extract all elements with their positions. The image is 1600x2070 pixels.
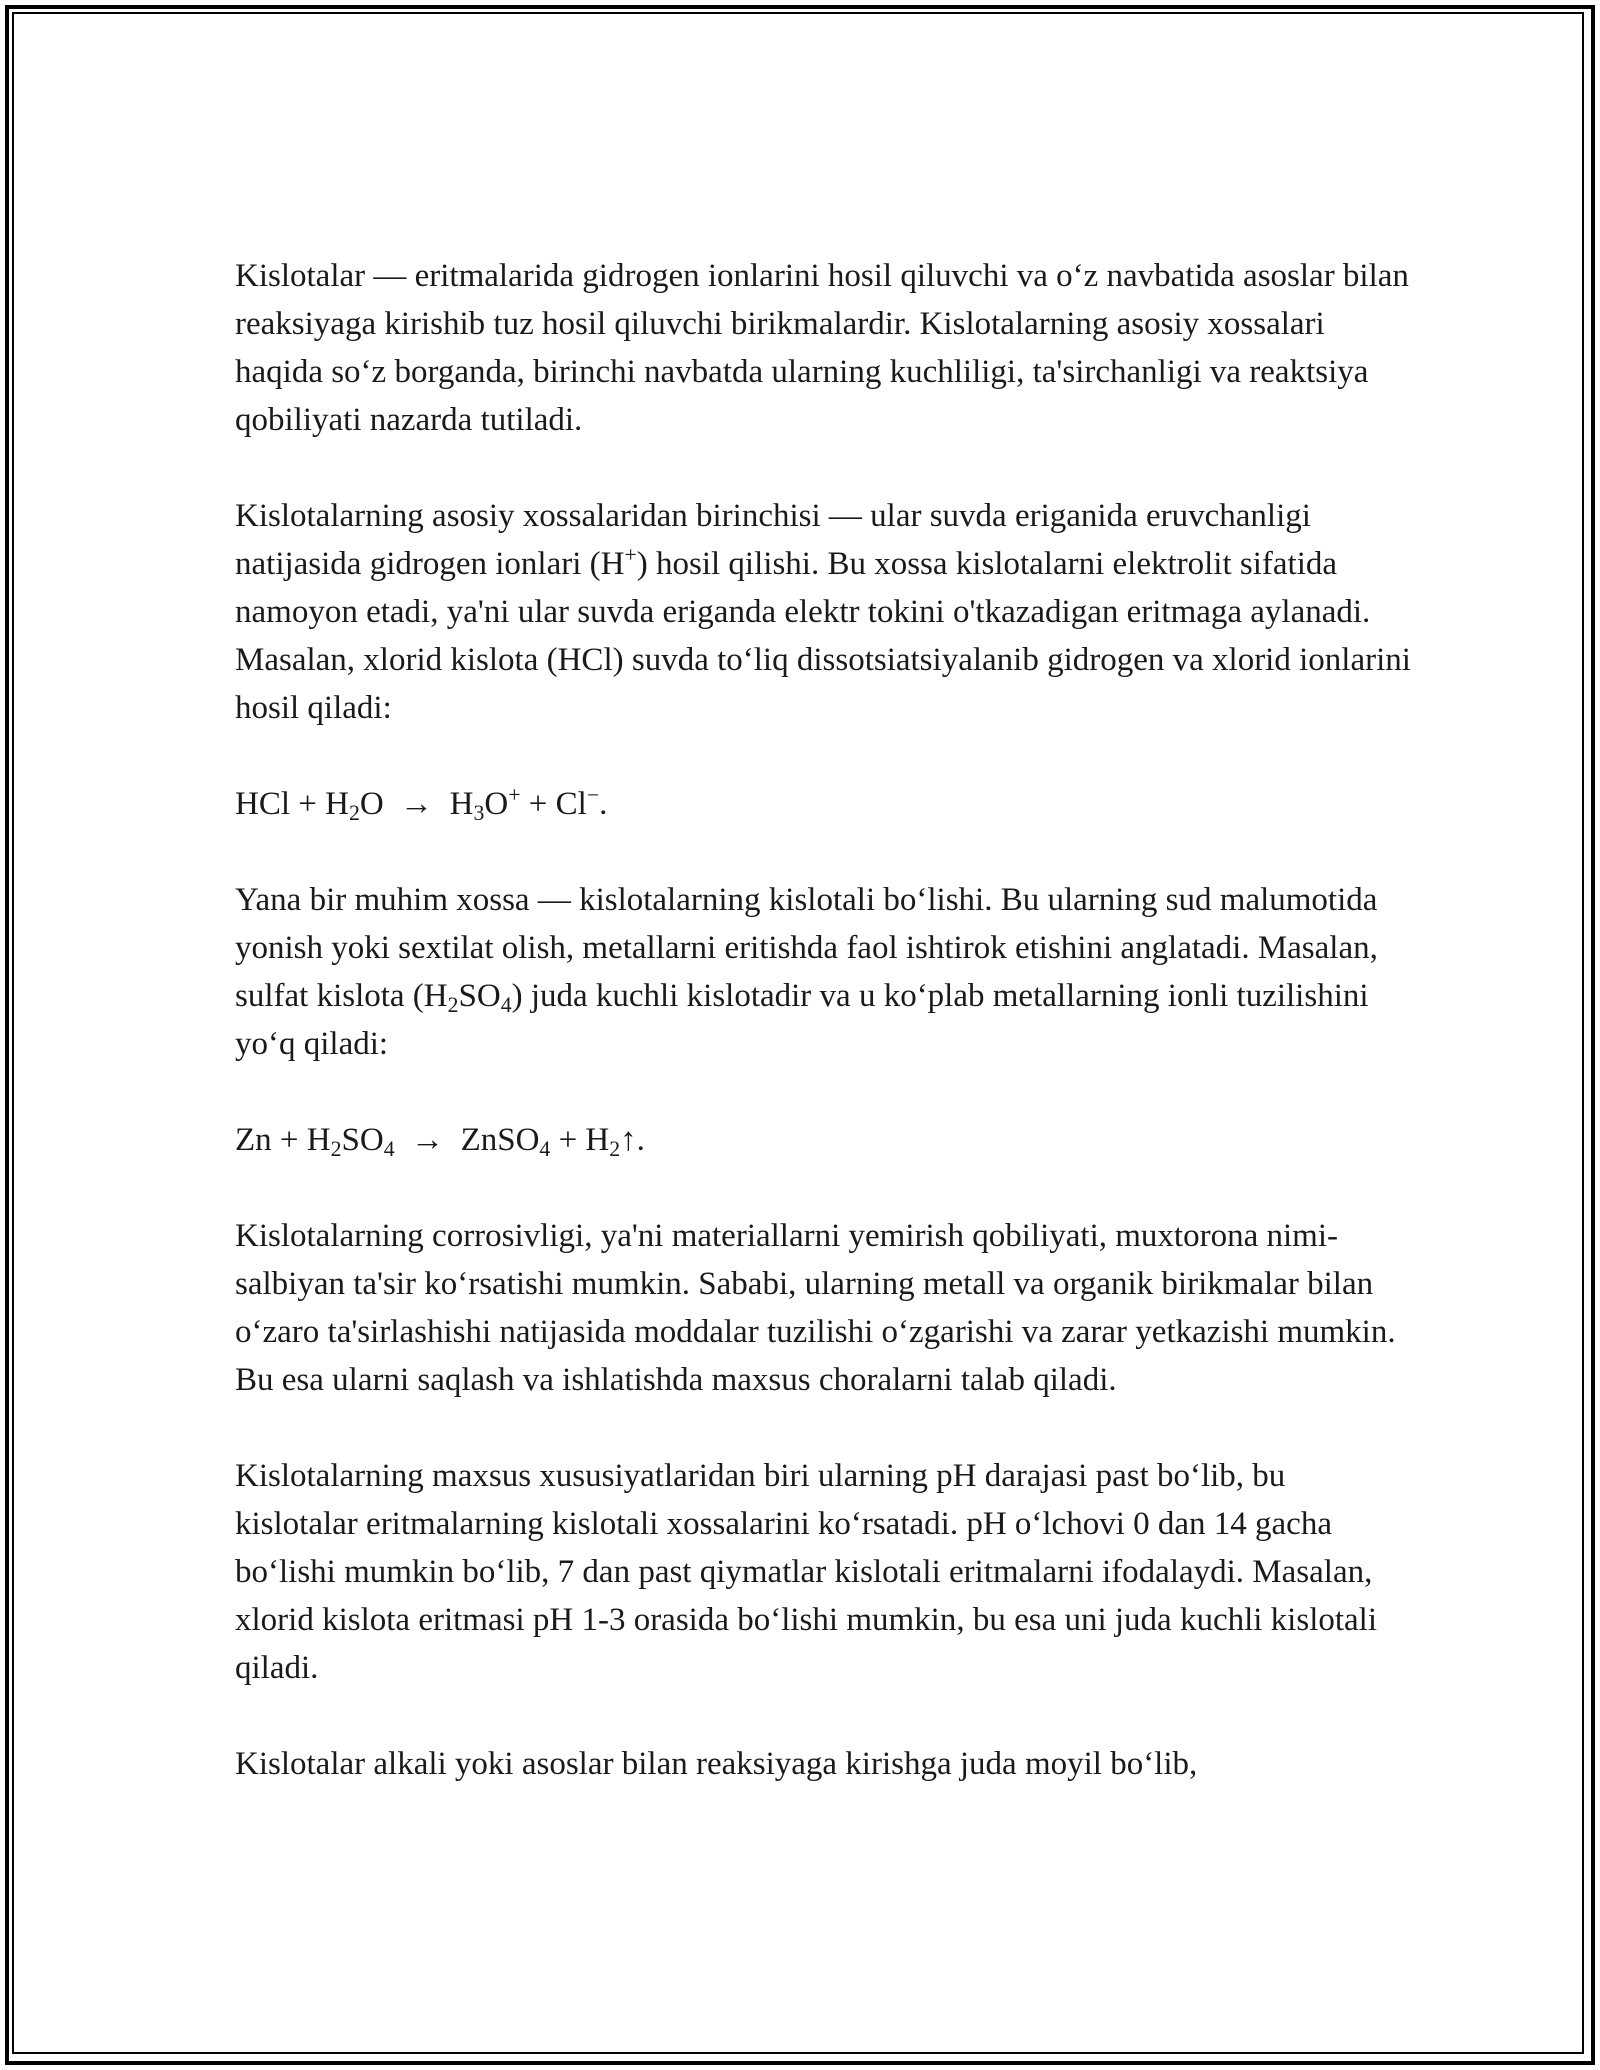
document-body <box>235 252 1415 1836</box>
paragraph-3 <box>235 876 1415 1068</box>
eq1-sub: 3 <box>473 801 485 826</box>
eq1-sup: + <box>508 783 521 808</box>
paragraph-6 <box>235 1740 1415 1788</box>
paragraph-3-text-b: SO <box>458 978 501 1014</box>
eq1-part: O <box>484 786 509 822</box>
equation-zinc <box>235 1116 1415 1164</box>
paragraph-4-text: Kislotalarning corrosivligi, ya'ni materiallarni yemirish qobiliyati, muxtorona nimi-salbiyan ta'sir ko‘rsatishi mumkin. Sababi, ularning metall va organik birikmalar bilan o‘zaro ta'sirlashishi natijasida moddalar tuzilishi o‘zgarishi va zarar yetkazishi mumkin. Bu esa ularni saqlash va ishlatishda maxsus choralarni talab qiladi. <box>235 1218 1396 1398</box>
eq2-part: + H <box>550 1122 610 1158</box>
eq1-part: O → H <box>359 786 474 822</box>
paragraph-6-text: Kislotalar alkali yoki asoslar bilan reaksiyaga kirishga juda moyil bo‘lib, <box>235 1746 1198 1782</box>
eq2-sub: 2 <box>609 1137 621 1162</box>
eq2-sub: 2 <box>330 1137 342 1162</box>
eq2-part: ↑. <box>620 1122 645 1158</box>
eq1-sub: 2 <box>348 801 360 826</box>
paragraph-3-text-c: ) juda kuchli kislotadir va u ko‘plab metallarning ionli tuzilishini yo‘q qiladi: <box>235 978 1369 1062</box>
eq1-part: + Cl <box>520 786 587 822</box>
paragraph-2-text-b: ) hosil qilishi. Bu xossa kislotalarni elektrolit sifatida namoyon etadi, ya'ni ular suvda eriganda elektr tokini o'tkazadigan eritmaga aylanadi. Masalan, xlorid kislota (HCl) suvda to‘liq dissotsiatsiyalanib gidrogen va xlorid ionlarini hosil qiladi: <box>235 546 1411 726</box>
paragraph-3-text-a: Yana bir muhim xossa — kislotalarning kislotali bo‘lishi. Bu ularning sud malumotida yonish yoki sextilat olish, metallarni eritishda faol ishtirok etishini anglatadi. Masalan, sulfat kislota (H <box>235 882 1378 1014</box>
subscript: 2 <box>447 993 459 1018</box>
subscript: 4 <box>500 993 512 1018</box>
paragraph-4 <box>235 1212 1415 1404</box>
eq2-sub: 4 <box>539 1137 551 1162</box>
eq1-part: HCl + H <box>235 786 349 822</box>
eq1-part: . <box>599 786 608 822</box>
eq2-part: → ZnSO <box>394 1122 540 1158</box>
eq2-part: Zn + H <box>235 1122 331 1158</box>
superscript-plus: + <box>624 543 637 568</box>
paragraph-5-text: Kislotalarning maxsus xususiyatlaridan biri ularning pH darajasi past bo‘lib, bu kislotalar eritmalarning kislotali xossalarini ko‘rsatadi. pH o‘lchovi 0 dan 14 gacha bo‘lishi mumkin bo‘lib, 7 dan past qiymatlar kislotali eritmalarni ifodalaydi. Masalan, xlorid kislota eritmasi pH 1-3 orasida bo‘lishi mumkin, bu esa uni juda kuchli kislotali qiladi. <box>235 1458 1378 1686</box>
eq1-sup: − <box>586 783 600 808</box>
equation-hcl <box>235 780 1415 828</box>
paragraph-1 <box>235 252 1415 444</box>
paragraph-2-text-a: Kislotalarning asosiy xossalaridan birinchisi — ular suvda eriganida eruvchanligi natijasida gidrogen ionlari (H <box>235 498 1311 582</box>
paragraph-5 <box>235 1452 1415 1692</box>
eq2-part: SO <box>341 1122 384 1158</box>
paragraph-1-text: Kislotalar — eritmalarida gidrogen ionlarini hosil qiluvchi va o‘z navbatida asoslar bilan reaksiyaga kirishib tuz hosil qiluvchi birikmalardir. Kislotalarning asosiy xossalari haqida so‘z borganda, birinchi navbatda ularning kuchliligi, ta'sirchanligi va reaktsiya qobiliyati nazarda tutiladi. <box>235 258 1409 438</box>
eq2-sub: 4 <box>383 1137 395 1162</box>
paragraph-2 <box>235 492 1415 732</box>
